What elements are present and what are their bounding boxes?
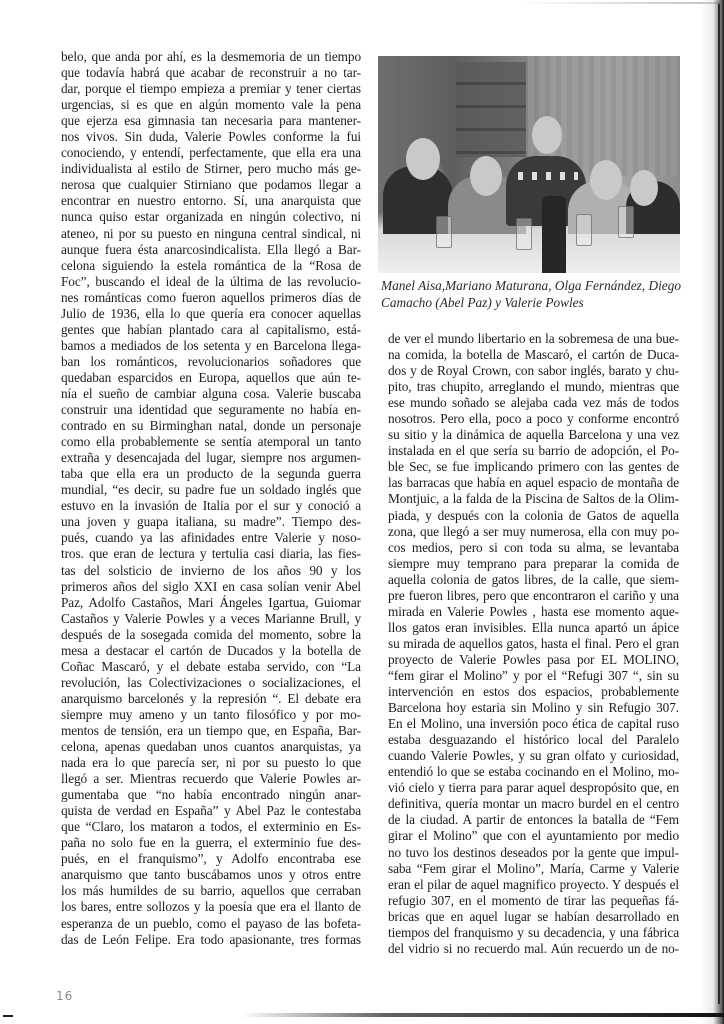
photo-face-5 [630, 170, 658, 206]
text-line: nos vivos. Sin duda, Valerie Powles conforme la fui [61, 129, 361, 145]
text-line: no tuvo los destinos deseados por la gente que impul- [388, 844, 679, 860]
text-line: Castaños y Valerie Powles y a veces Marianne Brull, y [61, 610, 361, 626]
text-line: ble Sec, se fue implicando primero con las gentes de [388, 459, 679, 475]
photo-sweater-pattern [518, 172, 578, 180]
caption-line: Camacho (Abel Paz) y Valerie Powles [381, 294, 584, 310]
text-line: paña no solo fue en la guerra, el exterminio fue des- [61, 835, 361, 851]
text-line: encontrar en nuestro entorno. Sí, una anarquista que [61, 193, 361, 209]
text-line: quedaban esparcidos en Europa, aquellos que aún te- [61, 369, 361, 385]
page-corner-mark [3, 1015, 13, 1017]
photo-glass [436, 216, 452, 248]
text-line: ese mundo soñado se alejaba cada vez más de todos [388, 395, 679, 411]
text-line: instalada en el que sería su barrio de adopción, el Po- [388, 443, 679, 459]
text-line: gentes que habían plantado cara al capitalismo, está- [61, 321, 361, 337]
photo-glass [516, 218, 532, 250]
book-spine-edge [718, 4, 720, 1004]
text-line: Barcelona hoy estaria sin Molino y sin Refugio 307. [388, 700, 679, 716]
text-line: pués, cuando ya las afinidades entre Valerie y noso- [61, 530, 361, 546]
text-line: tas del solsticio de invierno de los años 90 y los [61, 562, 361, 578]
text-line: pito, tras chupito, arreglando el mundo, mientras que [388, 379, 679, 395]
page-top-edge-shadow [520, 2, 720, 4]
text-line: Julio de 1936, ella lo que quería era conocer aquellas [61, 305, 361, 321]
text-line: del vidrio si no recuerdo mal. Aún recuerdo un de no- [388, 940, 679, 956]
text-line: urgencias, si es que en algún momento vale la pena [61, 97, 361, 113]
text-line: construir una identidad que seguramente no había en- [61, 402, 361, 418]
text-line: cos medios, pero si con toda su alma, se levantaba [388, 539, 679, 555]
text-line: mesa a destacar el cartón de Ducados y la botella de [61, 642, 361, 658]
text-line: llos gatos eran invisibles. Ella nunca apartó un ápice [388, 619, 679, 635]
page-bottom-edge-shadow [240, 1013, 724, 1017]
text-line: refugio 307, en el momento de tirar las pequeñas fá- [388, 892, 679, 908]
text-line: nerosa que cualquier Stirniano que podamos llegar a [61, 177, 361, 193]
text-line: girar el Molino” que con el ayuntamiento por medio [388, 828, 679, 844]
text-line: entendió lo que se estaba cocinando en el Molino, mo- [388, 764, 679, 780]
text-line: pués, en el franquismo”, y Adolfo encontraba ese [61, 851, 361, 867]
text-line: ban los románticos, revolucionarios soñadores que [61, 353, 361, 369]
text-line: quista de verdad en España” y Abel Paz le contestaba [61, 803, 361, 819]
text-line: estuvo en la invasión de Italia por el sur y conoció a [61, 498, 361, 514]
text-line: ateneo, ni por su puesto en ninguna central sindical, ni [61, 225, 361, 241]
text-line: extraña y desencajada del lugar, siempre nos argumen- [61, 450, 361, 466]
text-line: celona siguiendo la estela romántica de la “Rosa de [61, 257, 361, 273]
text-line: que todavía habrá que acabar de reconstruir a no tar- [61, 65, 361, 81]
text-line: aquella colonia de gatos libres, de la calle, que siem- [388, 571, 679, 587]
text-line: primeros años del siglo XXI en casa solían venir Abel [61, 578, 361, 594]
text-line: Coñac Mascaró, y el debate estaba servido, con “La [61, 658, 361, 674]
text-line: esperanza de un pueblo, como el payaso de las bofeta- [61, 915, 361, 931]
photo-face-2 [470, 156, 502, 196]
text-line: los bares, entre sollozos y la poesía que era el llanto de [61, 899, 361, 915]
text-line: mentos de tensión, era un tiempo que, en España, Bar- [61, 722, 361, 738]
left-text-column [61, 49, 361, 948]
text-line: su sitio y la dinámica de aquella Barcelona y una vez [388, 427, 679, 443]
photo-face-1 [406, 138, 440, 180]
text-line: de ver el mundo libertario en la sobremesa de una bue- [388, 331, 679, 346]
text-line: contrado en su Birminghan natal, donde un personaje [61, 418, 361, 434]
text-line: celona, apenas quedaban unos cuantos anarquistas, ya [61, 739, 361, 755]
photo-caption [381, 278, 681, 311]
text-line: nada era lo que parecía ser, ni por su puesto lo que [61, 755, 361, 771]
text-line: das de León Felipe. Era todo apasionante, tres formas [61, 931, 361, 947]
group-dinner-photo [378, 56, 680, 273]
text-line: cuando Valerie Powles, y su gran olfato y curiosidad, [388, 748, 679, 764]
text-line: conociendo, y entendí, perfectamente, que ella era una [61, 145, 361, 161]
text-line: bricas que en aquel lugar se habían desarrollado en [388, 908, 679, 924]
text-line: los más humildes de su barrio, aquellos que cerraban [61, 883, 361, 899]
text-line: eran el pilar de aquel magnifico proyecto. Y después el [388, 876, 679, 892]
text-line: Paz, Adolfo Castaños, Mari Ángeles Igartua, Guiomar [61, 594, 361, 610]
page-number: 16 [56, 989, 74, 1003]
text-line: nes románticas como fueron aquellos primeros días de [61, 289, 361, 305]
text-line: “fem girar el Molino” y por el “Refugi 307 “, sin su [388, 667, 679, 683]
text-line: después de la sosegada comida del momento, sobre la [61, 626, 361, 642]
photo-glass [576, 214, 592, 246]
text-line: Foc”, buscando el ideal de la última de las revolucio- [61, 273, 361, 289]
text-line: de la ciudad. A partir de entonces la batalla de “Fem [388, 812, 679, 828]
text-line: que ejerza esa gimnasia tan necesaria para mantener- [61, 113, 361, 129]
text-line: En el Molino, una inversión poco ética de capital ruso [388, 716, 679, 732]
text-line: dos y de Royal Crown, con sabor inglés, barato y chu- [388, 363, 679, 379]
text-line: Montjuic, a la falda de la Piscina de Saltos de la Olim- [388, 491, 679, 507]
text-line: como ella probablemente se sentía atemporal un tanto [61, 434, 361, 450]
text-line: proyecto de Valerie Powles pasa por EL MOLINO, [388, 651, 679, 667]
photo-face-4 [590, 160, 622, 200]
text-line: estaba desguazando el histórico local del Paralelo [388, 732, 679, 748]
text-line: nía el sueño de cambiar alguna cosa. Valerie buscaba [61, 385, 361, 401]
text-line: intervención en estos dos espacios, probablemente [388, 684, 679, 700]
text-line: gumentaba que “no había encontrado ningún anar- [61, 787, 361, 803]
book-spine-shadow [700, 0, 724, 1024]
text-line: nunca quiso estar organizada en ningún colectivo, ni [61, 209, 361, 225]
text-line: tiempos del franquismo y su decadencia, y una fábrica [388, 924, 679, 940]
right-text-column [388, 331, 679, 957]
text-line: definitiva, quería montar un macro burdel en el centro [388, 796, 679, 812]
text-line: taba que ella era un producto de la segunda guerra [61, 466, 361, 482]
text-line: dar, porque el tiempo empieza a premiar y tener ciertas [61, 81, 361, 97]
text-line: nosotros. Pero ella, poco a poco y conforme encontró [388, 411, 679, 427]
text-line: que “Claro, los mataron a todos, el exterminio en Es- [61, 819, 361, 835]
text-line: una joven y guapa italiana, su madre”. Tiempo des- [61, 514, 361, 530]
text-line: anarquismo barcelonés y la represión “. El debate era [61, 690, 361, 706]
text-line: belo, que anda por ahí, es la desmemoria de un tiempo [61, 49, 361, 64]
text-line: pre fueron libres, pero que encontraron el cariño y una [388, 587, 679, 603]
text-line: anarquismo que tanto buscábamos unos y otros entre [61, 867, 361, 883]
text-line: na comida, la botella de Mascaró, el cartón de Duca- [388, 347, 679, 363]
text-line: siempre muy temprano para preparar la comida de [388, 555, 679, 571]
text-line: mirada en Valerie Powles , hasta ese momento aque- [388, 603, 679, 619]
photo-glass [618, 206, 634, 238]
text-line: zona, que llegó a ser muy numerosa, ella con muy po- [388, 523, 679, 539]
text-line: llegó a ser. Mientras recuerdo que Valerie Powles ar- [61, 771, 361, 787]
text-line: aunque fuera ésta anarcosindicalista. Ella llegó a Bar- [61, 241, 361, 257]
text-line: revolución, las Colectivizaciones o socializaciones, el [61, 674, 361, 690]
text-line: tros. que eran de lectura y tertulia casi diaria, las fies- [61, 546, 361, 562]
text-line: siempre muy ameno y un tanto filosófico y por mo- [61, 706, 361, 722]
text-line: las barracas que había en aquel espacio de montaña de [388, 475, 679, 491]
text-line: piada, y después con la colonia de Gatos de aquella [388, 507, 679, 523]
photo-bottle [542, 196, 566, 273]
caption-line: Manel Aisa,Mariano Maturana, Olga Fernández, Diego [381, 278, 681, 293]
text-line: mundial, “es decir, su padre fue un soldado inglés que [61, 482, 361, 498]
text-line: bamos a mediados de los setenta y en Barcelona llega- [61, 337, 361, 353]
photo-face-3 [532, 116, 562, 154]
text-line: su mirada de aquellos gatos, hasta el final. Pero el gran [388, 635, 679, 651]
text-line: saba “Fem girar el Molino”, María, Carme y Valerie [388, 860, 679, 876]
photo-bookshelves [456, 62, 526, 157]
text-line: vió cielo y tierra para parar aquel despropósito que, en [388, 780, 679, 796]
text-line: individualista al estilo de Stirner, pero mucho más ge- [61, 161, 361, 177]
